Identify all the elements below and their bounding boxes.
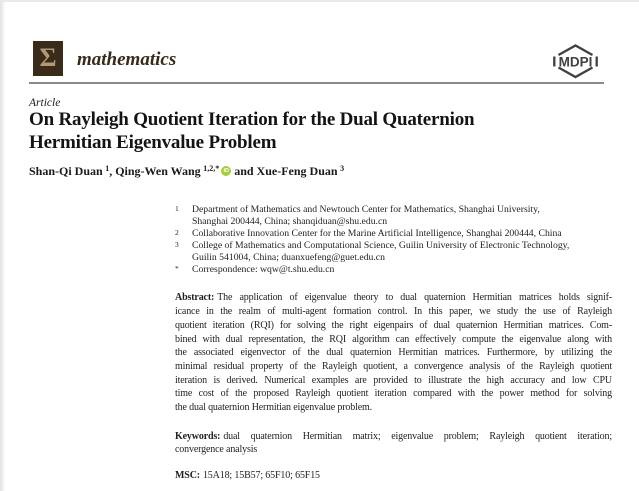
- page-edge-left: [0, 0, 5, 491]
- orcid-icon[interactable]: [221, 166, 231, 176]
- affiliation-marker: *: [175, 263, 179, 273]
- affiliation-row: [175, 240, 612, 252]
- author-sup: 1: [105, 164, 110, 173]
- abstract-line: time cost of the proposed Rayleigh quotient iteration compared with the power method for solving: [175, 388, 612, 400]
- front-matter-block: [175, 204, 612, 481]
- page-edge-top: [0, 0, 639, 2]
- affiliation-text: Guilin 541004, China; duanxuefeng@guet.edu.cn: [192, 251, 385, 263]
- author-name: Shan-Qi Duan: [29, 164, 103, 178]
- abstract-line: Abstract: The application of eigenvalue theory to dual quaternion Hermitian matrices holds signif-: [175, 292, 612, 304]
- orcid-id-glyph: iD: [223, 168, 229, 174]
- affiliation-marker: [175, 215, 192, 227]
- affiliation-text: Collaborative Innovation Center for the Marine Artificial Intelligence, Shanghai 200444, China: [192, 227, 562, 239]
- abstract-line: the dual quaternion Hermitian eigenvalue problem.: [175, 402, 373, 414]
- author-separator: ,: [109, 164, 116, 178]
- mdpi-wordmark: MDPI: [558, 54, 593, 70]
- affiliations-list: [175, 204, 612, 275]
- affiliation-text: Correspondence: wqw@t.shu.edu.cn: [192, 263, 335, 275]
- abstract-line: bined with dual representation, the RQI algorithm can effectively compute the eigenvalue along with: [175, 333, 612, 345]
- journal-logo: [33, 41, 63, 76]
- abstract-line: quotient iteration (RQI) for solving the right eigenpairs of dual quaternion Hermitian matrices. Com-: [175, 319, 612, 331]
- keywords-label: Keywords:: [175, 430, 221, 442]
- author-name: Xue-Feng Duan: [256, 164, 338, 178]
- paper-title-line2: Hermitian Eigenvalue Problem: [29, 131, 277, 153]
- affiliation-marker: 1: [175, 204, 179, 213]
- msc-codes: 15A18; 15B57; 65F10; 65F15: [202, 470, 320, 482]
- abstract-line: minimal residual property of the Rayleigh quotient, a convergence analysis of the Rayleigh quotient: [175, 360, 612, 372]
- affiliation-marker: 3: [175, 239, 179, 249]
- abstract-label: Abstract:: [175, 292, 215, 304]
- affiliation-row: [175, 216, 612, 228]
- keywords-line: convergence analysis: [175, 444, 258, 456]
- affiliation-text: Shanghai 200444, China; shanqiduan@shu.edu.cn: [192, 215, 388, 227]
- abstract-line: iteration is derived. Numerical examples are provided to illustrate the high accuracy and low CPU: [175, 374, 612, 386]
- keywords-section: [175, 430, 612, 457]
- msc-section: [175, 470, 612, 481]
- paper-title: [29, 109, 609, 154]
- affiliation-row: [175, 252, 612, 264]
- affiliation-row: [175, 204, 612, 216]
- affiliation-text: Department of Mathematics and Newtouch Center for Mathematics, Shanghai University,: [192, 204, 540, 215]
- sigma-icon: Σ: [39, 42, 57, 72]
- header-divider: [29, 82, 604, 84]
- mdpi-hexagon-icon: [547, 42, 604, 80]
- mdpi-logo: [547, 42, 604, 80]
- abstract-section: [175, 291, 612, 414]
- author-separator: and: [231, 164, 257, 178]
- article-type-label: Article: [29, 97, 61, 109]
- author-sup: 3: [340, 164, 345, 173]
- affiliation-marker: [175, 251, 192, 263]
- author-line: [29, 164, 344, 179]
- affiliation-row: [175, 264, 612, 276]
- affiliation-text: College of Mathematics and Computational Science, Guilin University of Electronic Technology,: [192, 239, 570, 251]
- author-sup: 1,2,*: [203, 164, 220, 173]
- keywords-line: Keywords: dual quaternion Hermitian matrix; eigenvalue problem; Rayleigh quotient iteration;: [175, 430, 612, 442]
- msc-label: MSC:: [175, 470, 200, 482]
- abstract-line: the associated eigenvector of the dual quaternion Hermitian matrices. Furthermore, by utilizing the: [175, 347, 612, 359]
- affiliation-row: [175, 228, 612, 240]
- journal-name: mathematics: [77, 49, 177, 70]
- paper-title-line1: On Rayleigh Quotient Iteration for the Dual Quaternion: [29, 109, 475, 130]
- author-name: Qing-Wen Wang: [115, 164, 201, 178]
- affiliation-marker: 2: [175, 227, 179, 237]
- abstract-line: icance in the realm of multi-agent formation control. In this paper, we study the use of Rayleigh: [175, 306, 612, 318]
